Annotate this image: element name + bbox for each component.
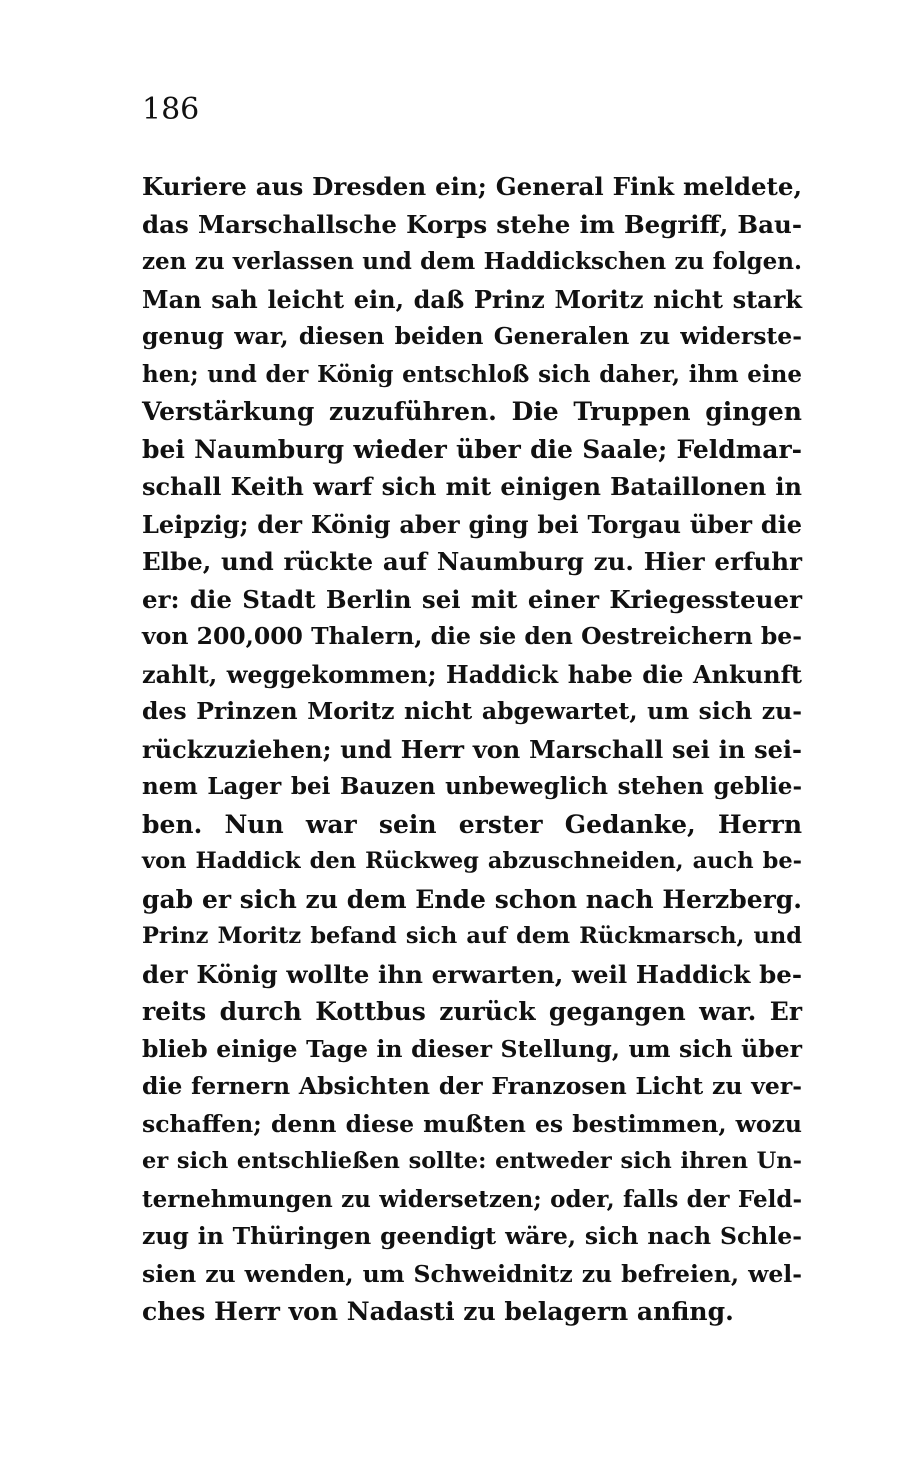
text-line: genug war, diesen beiden Generalen zu widerste- [142, 322, 802, 350]
text-line: des Prinzen Moritz nicht abgewartet, um sich zu- [142, 697, 802, 725]
text-line: ternehmungen zu widersetzen; oder, falls der Feld- [142, 1185, 802, 1213]
text-line: schall Keith warf sich mit einigen Bataillonen in [142, 472, 802, 501]
text-line: schaffen; denn diese mußten es bestimmen, wozu [142, 1109, 802, 1138]
text-line: zahlt, weggekommen; Haddick habe die Ankunft [142, 659, 802, 689]
text-line: Prinz Moritz befand sich auf dem Rückmarsch, und [142, 923, 802, 949]
text-line: Man sah leicht ein, daß Prinz Moritz nicht stark [142, 284, 802, 314]
body-text [142, 168, 802, 1331]
text-line: blieb einige Tage in dieser Stellung, um sich über [142, 1034, 802, 1063]
text-line: gab er sich zu dem Ende schon nach Herzberg. [142, 884, 802, 914]
text-line: hen; und der König entschloß sich daher, ihm eine [142, 360, 802, 388]
text-line: der König wollte ihn erwarten, weil Haddick be- [142, 959, 802, 989]
page-number: 186 [142, 92, 200, 127]
text-line: bei Naumburg wieder über die Saale; Feldmar- [142, 434, 802, 464]
text-line: nem Lager bei Bauzen unbeweglich stehen geblie- [142, 773, 802, 800]
text-line-last: ches Herr von Nadasti zu belagern anfing. [142, 1297, 734, 1326]
text-line: er: die Stadt Berlin sei mit einer Kriegessteuer [142, 584, 802, 614]
text-line: Leipzig; der König aber ging bei Torgau über die [142, 509, 802, 539]
text-line: zug in Thüringen geendigt wäre, sich nach Schle- [142, 1222, 802, 1250]
text-line: zen zu verlassen und dem Haddickschen zu folgen. [142, 248, 802, 275]
text-line: sien zu wenden, um Schweidnitz zu befreien, wel- [142, 1259, 802, 1288]
text-line: er sich entschließen sollte: entweder sich ihren Un- [142, 1148, 802, 1174]
text-line: Kuriere aus Dresden ein; General Fink meldete, [142, 172, 802, 201]
text-line: Elbe, und rückte auf Naumburg zu. Hier erfuhr [142, 547, 802, 576]
text-line: Verstärkung zuzuführen. Die Truppen gingen [142, 397, 802, 426]
text-line: rückzuziehen; und Herr von Marschall sei in sei- [142, 734, 802, 764]
text-line: das Marschallsche Korps stehe im Begriff, Bau- [142, 209, 802, 239]
text-line: von Haddick den Rückweg abzuschneiden, auch be- [142, 848, 802, 874]
text-line: ben. Nun war sein erster Gedanke, Herrn [142, 809, 802, 839]
text-line: reits durch Kottbus zurück gegangen war. Er [142, 997, 802, 1026]
text-line: die fernern Absichten der Franzosen Licht zu ver- [142, 1072, 802, 1100]
text-line: von 200,000 Thalern, die sie den Oestreichern be- [142, 622, 802, 650]
